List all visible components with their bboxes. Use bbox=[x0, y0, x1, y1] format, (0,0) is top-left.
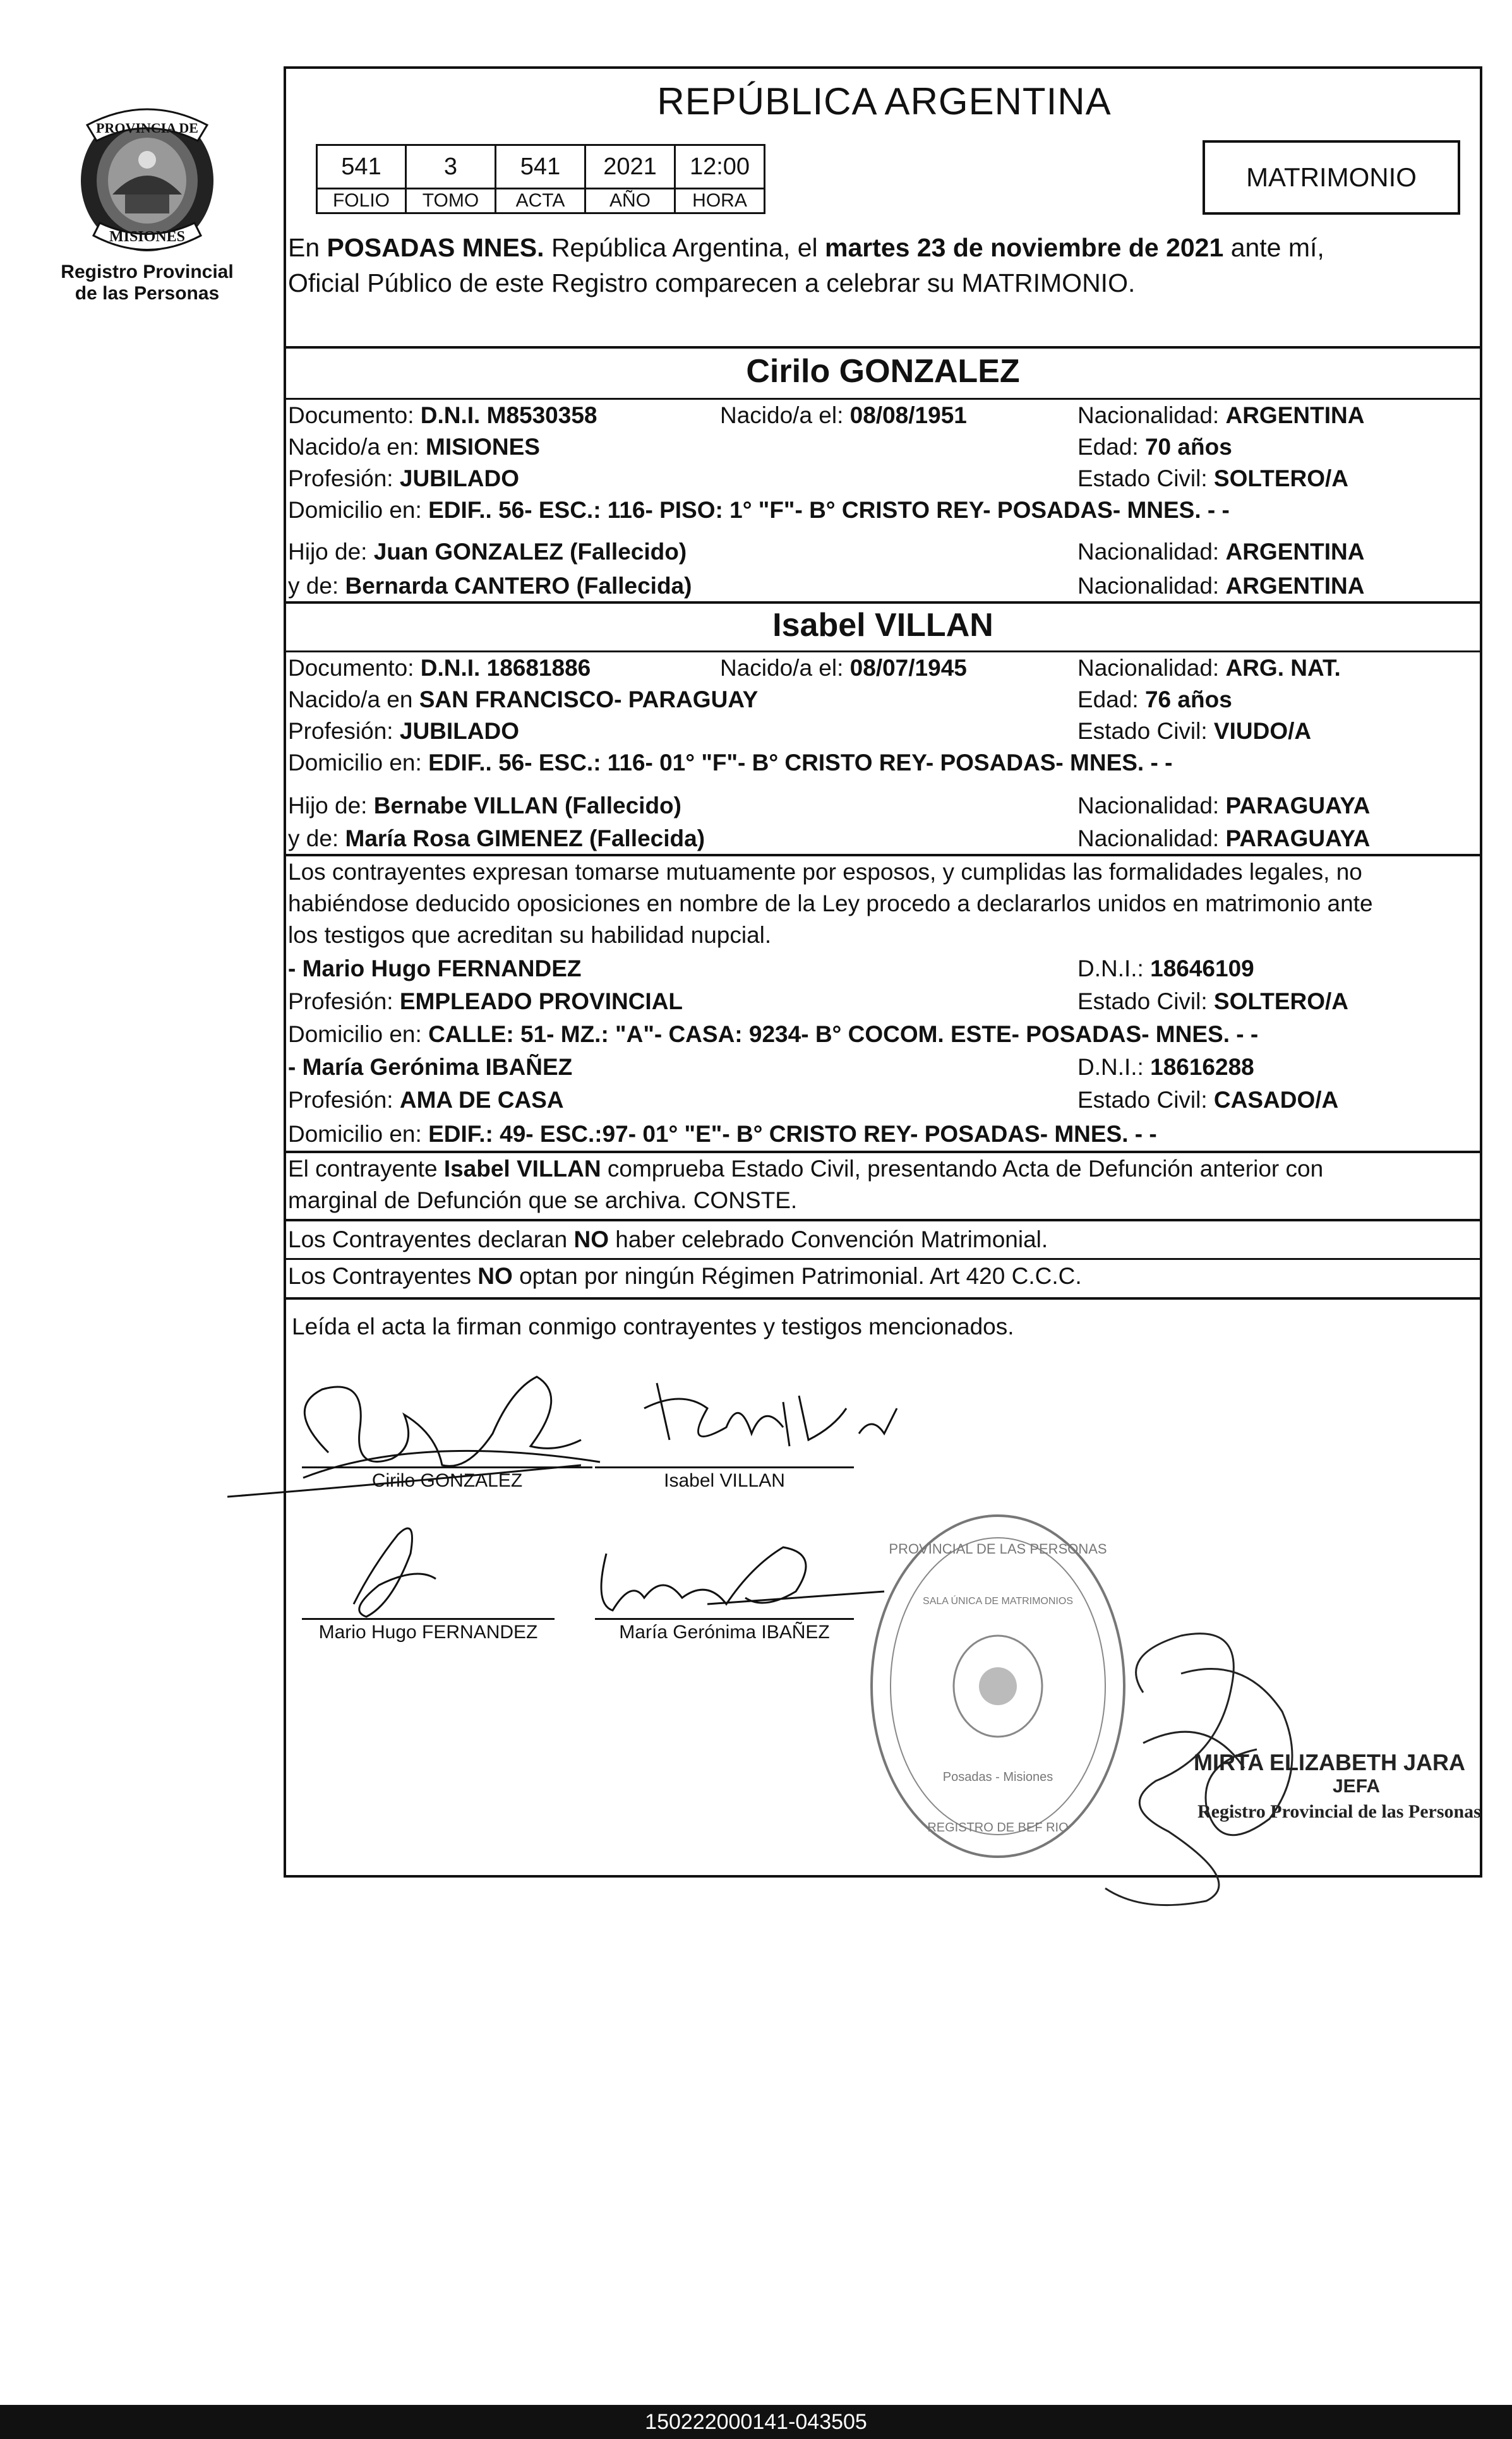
spouse2-father: Hijo de: Bernabe VILLAN (Fallecido) bbox=[288, 793, 681, 818]
spouse1-mother: y de: Bernarda CANTERO (Fallecida) bbox=[288, 573, 692, 599]
stamp-inner-text: SALA ÚNICA DE MATRIMONIOS bbox=[923, 1596, 1073, 1607]
spouse1-civil-status: Estado Civil: SOLTERO/A bbox=[1077, 465, 1349, 491]
spouse2-documento: Documento: D.N.I. 18681886 bbox=[288, 655, 591, 681]
divider bbox=[284, 1258, 1482, 1260]
signature-label-maria: María Gerónima IBAÑEZ bbox=[619, 1622, 830, 1643]
registry-caption-line2: de las Personas bbox=[75, 283, 220, 304]
page-title: REPÚBLICA ARGENTINA bbox=[657, 80, 1112, 123]
spouse2-name: Isabel VILLAN bbox=[772, 607, 993, 644]
signature-line bbox=[302, 1618, 555, 1620]
spouse1-nationality: Nacionalidad: ARGENTINA bbox=[1077, 402, 1365, 428]
tomo-label: TOMO bbox=[406, 189, 496, 213]
signature-label-cirilo: Cirilo GONZALEZ bbox=[371, 1470, 523, 1491]
folio-value: 541 bbox=[317, 145, 406, 189]
year-value: 2021 bbox=[585, 145, 675, 189]
divider bbox=[284, 346, 1482, 349]
official-office: Registro Provincial de las Personas bbox=[1197, 1801, 1481, 1822]
divider bbox=[284, 650, 1482, 652]
tomo-value: 3 bbox=[406, 145, 496, 189]
declaration-paragraph: Los contrayentes expresan tomarse mutuamente por esposos, y cumplidas las formalidades legales, no habiéndose deducido oposiciones en nombre de la Ley procedo a declararlos unidos en matrimonio ante los testigos que acreditan su habilidad nupcial. bbox=[288, 859, 1373, 948]
signature-label-isabel: Isabel VILLAN bbox=[664, 1470, 785, 1491]
divider bbox=[284, 1297, 1482, 1300]
official-name: MIRTA ELIZABETH JARA bbox=[1194, 1749, 1465, 1775]
witness2-profession: Profesión: AMA DE CASA bbox=[288, 1087, 564, 1113]
spouse1-name: Cirilo GONZALEZ bbox=[746, 353, 1020, 390]
acta-value: 541 bbox=[496, 145, 585, 189]
spouse2-profession: Profesión: JUBILADO bbox=[288, 718, 519, 744]
reference-table bbox=[316, 144, 765, 214]
witness1-profession: Profesión: EMPLEADO PROVINCIAL bbox=[288, 988, 683, 1014]
divider bbox=[284, 601, 1482, 604]
intro-paragraph: En POSADAS MNES. República Argentina, el martes 23 de noviembre de 2021 ante mí, Oficial Público de este Registro comparecen a celebrar su MATRIMONIO. bbox=[288, 230, 1485, 301]
divider bbox=[284, 398, 1482, 400]
spouse2-mother-nationality: Nacionalidad: PARAGUAYA bbox=[1077, 825, 1371, 851]
signature-line bbox=[595, 1466, 854, 1468]
intro-place: POSADAS MNES. bbox=[327, 233, 544, 262]
stamp-rim-text: REGISTRO DE BEF RIO bbox=[927, 1821, 1069, 1835]
signature-label-mario: Mario Hugo FERNANDEZ bbox=[318, 1622, 538, 1643]
spouse1-documento: Documento: D.N.I. M8530358 bbox=[288, 402, 597, 428]
convention-statement: Los Contrayentes declaran NO haber celebrado Convención Matrimonial. bbox=[288, 1226, 1048, 1252]
spouse1-birthplace: Nacido/a en: MISIONES bbox=[288, 434, 540, 460]
seal-text-bottom: MISIONES bbox=[109, 229, 186, 245]
stamp-bottom-text: Posadas - Misiones bbox=[942, 1770, 1053, 1784]
regime-statement: Los Contrayentes NO optan por ningún Régimen Patrimonial. Art 420 C.C.C. bbox=[288, 1263, 1082, 1289]
witness2-address: Domicilio en: EDIF.: 49- ESC.:97- 01° "E"- B° CRISTO REY- POSADAS- MNES. - - bbox=[288, 1121, 1157, 1147]
spouse2-age: Edad: 76 años bbox=[1077, 686, 1232, 712]
witness2-dni: D.N.I.: 18616288 bbox=[1077, 1054, 1254, 1080]
witness1-address: Domicilio en: CALLE: 51- MZ.: "A"- CASA: 9234- B° COCOM. ESTE- POSADAS- MNES. - - bbox=[288, 1021, 1259, 1047]
witness1-civil-status: Estado Civil: SOLTERO/A bbox=[1077, 988, 1349, 1014]
spouse1-address: Domicilio en: EDIF.. 56- ESC.: 116- PISO: 1° "F"- B° CRISTO REY- POSADAS- MNES. - - bbox=[288, 497, 1230, 523]
spouse2-birthdate: Nacido/a el: 08/07/1945 bbox=[720, 655, 967, 681]
spouse1-profession: Profesión: JUBILADO bbox=[288, 465, 519, 491]
provincial-seal-logo bbox=[75, 100, 220, 258]
spouse2-civil-status: Estado Civil: VIUDO/A bbox=[1077, 718, 1312, 744]
civil-status-note: El contrayente Isabel VILLAN comprueba Estado Civil, presentando Acta de Defunción anterior con marginal de Defunción que se archiva. CONSTE. bbox=[288, 1156, 1324, 1213]
witness2-name: - María Gerónima IBAÑEZ bbox=[288, 1054, 573, 1080]
witness2-civil-status: Estado Civil: CASADO/A bbox=[1077, 1087, 1339, 1113]
witness1-name: - Mario Hugo FERNANDEZ bbox=[288, 956, 582, 981]
hour-value: 12:00 bbox=[675, 145, 765, 189]
official-role: JEFA bbox=[1333, 1776, 1381, 1797]
spouse1-age: Edad: 70 años bbox=[1077, 434, 1232, 460]
spouse2-address: Domicilio en: EDIF.. 56- ESC.: 116- 01° "F"- B° CRISTO REY- POSADAS- MNES. - - bbox=[288, 750, 1173, 776]
spouse2-mother: y de: María Rosa GIMENEZ (Fallecida) bbox=[288, 825, 705, 851]
intro-date: martes 23 de noviembre de 2021 bbox=[825, 233, 1224, 262]
spouse1-mother-nationality: Nacionalidad: ARGENTINA bbox=[1077, 573, 1365, 599]
folio-label: FOLIO bbox=[317, 189, 406, 213]
registry-caption bbox=[38, 261, 256, 304]
year-label: AÑO bbox=[585, 189, 675, 213]
signature-line bbox=[302, 1466, 592, 1468]
spouse1-father-nationality: Nacionalidad: ARGENTINA bbox=[1077, 539, 1365, 565]
hour-label: HORA bbox=[675, 189, 765, 213]
spouse2-father-nationality: Nacionalidad: PARAGUAYA bbox=[1077, 793, 1371, 818]
witness1-dni: D.N.I.: 18646109 bbox=[1077, 956, 1254, 981]
document-type-box: MATRIMONIO bbox=[1203, 140, 1460, 215]
spouse1-birthdate: Nacido/a el: 08/08/1951 bbox=[720, 402, 967, 428]
registry-caption-line1: Registro Provincial bbox=[61, 261, 234, 282]
spouse2-birthplace: Nacido/a en SAN FRANCISCO- PARAGUAY bbox=[288, 686, 759, 712]
stamp-outer-text: PROVINCIAL DE LAS PERSONAS bbox=[889, 1541, 1107, 1557]
signature-line bbox=[595, 1618, 854, 1620]
divider bbox=[284, 1219, 1482, 1221]
spouse2-nationality: Nacionalidad: ARG. NAT. bbox=[1077, 655, 1341, 681]
spouse1-father: Hijo de: Juan GONZALEZ (Fallecido) bbox=[288, 539, 687, 565]
barcode-footer: 150222000141-043505 bbox=[0, 2405, 1512, 2439]
seal-text-top: PROVINCIA DE bbox=[96, 120, 198, 136]
acta-label: ACTA bbox=[496, 189, 585, 213]
intro-line2: Oficial Público de este Registro comparecen a celebrar su MATRIMONIO. bbox=[288, 268, 1136, 297]
closing-statement: Leída el acta la firman conmigo contrayentes y testigos mencionados. bbox=[292, 1314, 1014, 1339]
